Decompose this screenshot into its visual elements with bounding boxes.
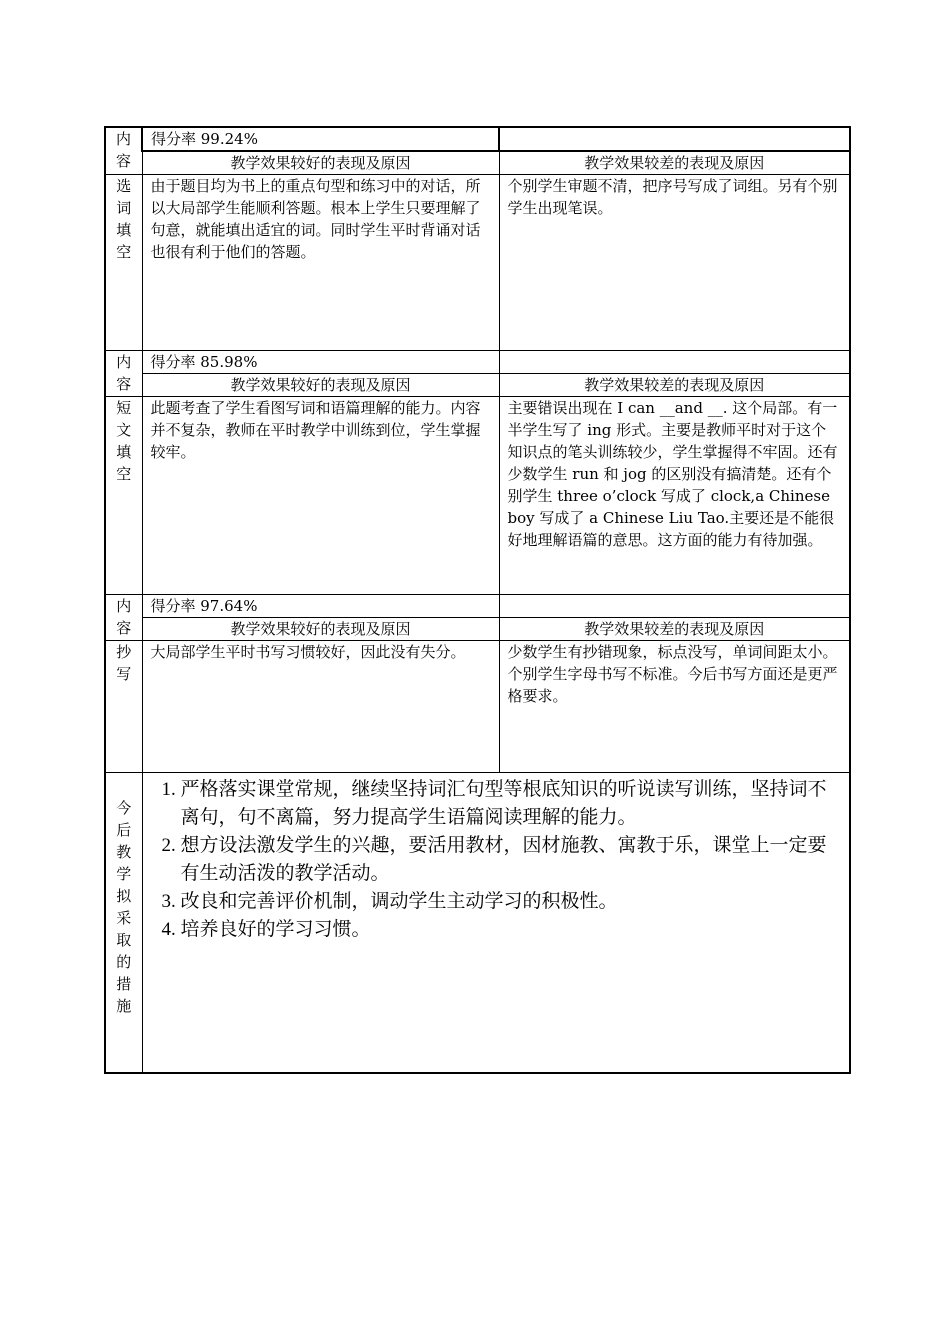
- section-1-score: 得分率 99.24%: [142, 127, 499, 151]
- section-3-topic-label: 抄 写: [105, 641, 142, 773]
- section-1-good-text: 由于题目均为书上的重点句型和练习中的对话，所以大局部学生能顺利答题。根本上学生只要理解了句意，就能填出适宜的词。同时学生平时背诵对话也很有利于他们的答题。: [142, 175, 499, 351]
- section-1-good-header: 教学效果较好的表现及原因: [142, 151, 499, 175]
- section-1-bad-text: 个别学生审题不清，把序号写成了词组。另有个别学生出现笔误。: [499, 175, 850, 351]
- section-1-empty-cell: [499, 127, 850, 151]
- section-3-bad-text: 少数学生有抄错现象，标点没写，单词间距太小。个别学生字母书写不标准。今后书写方面还是更严格要求。: [499, 641, 850, 773]
- section-3-header-row: [105, 618, 850, 641]
- section-2-topic-label: 短 文 填 空: [105, 397, 142, 595]
- analysis-sheet: [104, 126, 849, 1074]
- section-3-good-text: 大局部学生平时书写习惯较好，因此没有失分。: [142, 641, 499, 773]
- section-3-empty-cell: [499, 595, 850, 618]
- section-2-bad-header: 教学效果较差的表现及原因: [499, 374, 850, 397]
- measures-content: [142, 773, 850, 1073]
- measures-row: [105, 773, 850, 1073]
- measures-list: [151, 775, 842, 943]
- measures-label: 今 后 教 学 拟 采 取 的 措 施: [105, 773, 142, 1073]
- section-3-body-row: [105, 641, 850, 773]
- measure-item-4: 4. 培养良好的学习习惯。: [181, 915, 842, 943]
- section-1-topic-label: 选 词 填 空: [105, 175, 142, 351]
- measure-item-1: 1. 严格落实课堂常规，继续坚持词汇句型等根底知识的听说读写训练，坚持词不离句，句不离篇，努力提高学生语篇阅读理解的能力。: [181, 775, 842, 831]
- section-1-score-row: [105, 127, 850, 151]
- section-3-content-label: 内 容: [105, 595, 142, 641]
- section-1-header-row: [105, 151, 850, 175]
- section-1-body-row: [105, 175, 850, 351]
- section-2-bad-text: 主要错误出现在 I can __and __. 这个局部。有一半学生写了 ing 形式。主要是教师平时对于这个知识点的笔头训练较少，学生掌握得不牢固。还有少数学生 run 和 jog 的区别没有搞清楚。还有个别学生 three o’clock 写成了 clock,a Chinese boy 写成了 a Chinese Liu Tao.主要还是不能很好地理解语篇的意思。这方面的能力有待加强。: [499, 397, 850, 595]
- analysis-table: [104, 126, 851, 1074]
- section-2-good-text: 此题考查了学生看图写词和语篇理解的能力。内容并不复杂，教师在平时教学中训练到位，学生掌握较牢。: [142, 397, 499, 595]
- section-1-content-label: 内 容: [105, 127, 142, 175]
- measure-item-2: 2. 想方设法激发学生的兴趣，要活用教材，因材施教、寓教于乐，课堂上一定要有生动活泼的教学活动。: [181, 831, 842, 887]
- section-3-score: 得分率 97.64%: [142, 595, 499, 618]
- section-2-body-row: [105, 397, 850, 595]
- section-3-score-row: [105, 595, 850, 618]
- section-2-score-row: [105, 351, 850, 374]
- section-1-bad-header: 教学效果较差的表现及原因: [499, 151, 850, 175]
- section-2-good-header: 教学效果较好的表现及原因: [142, 374, 499, 397]
- section-2-score: 得分率 85.98%: [142, 351, 499, 374]
- section-2-content-label: 内 容: [105, 351, 142, 397]
- section-3-bad-header: 教学效果较差的表现及原因: [499, 618, 850, 641]
- section-3-good-header: 教学效果较好的表现及原因: [142, 618, 499, 641]
- measure-item-3: 3. 改良和完善评价机制，调动学生主动学习的积极性。: [181, 887, 842, 915]
- section-2-header-row: [105, 374, 850, 397]
- section-2-empty-cell: [499, 351, 850, 374]
